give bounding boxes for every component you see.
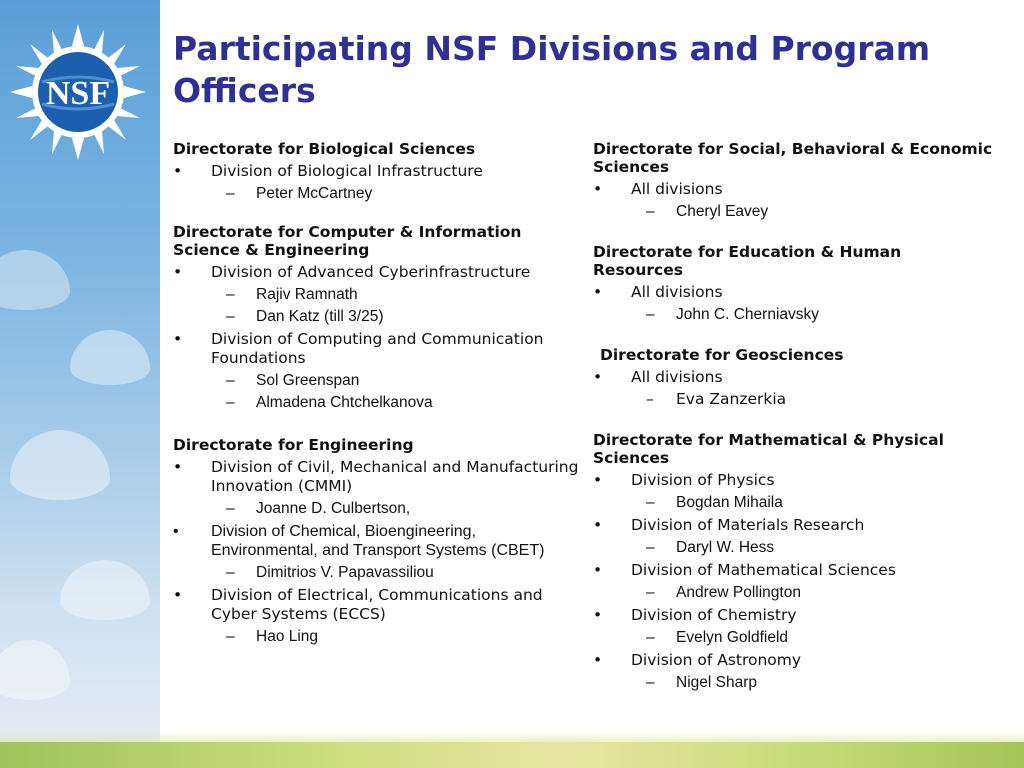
division-name: Division of Electrical, Communications and Cyber Systems (ECCS)	[211, 586, 543, 623]
bullet: •	[173, 586, 183, 604]
officer-name: Andrew Pollington	[676, 584, 801, 601]
dash: –	[226, 500, 235, 517]
directorate-heading: Directorate for Mathematical & Physical Sciences	[593, 431, 944, 467]
right-column	[593, 140, 993, 706]
officer-name: Joanne D. Culbertson,	[256, 500, 411, 517]
dash: –	[226, 308, 235, 325]
dash: –	[226, 185, 235, 202]
division-item	[593, 606, 993, 625]
nsf-logo-icon	[8, 22, 148, 162]
division-name: Division of Chemistry	[631, 606, 797, 624]
directorate-heading: Directorate for Computer & Information Science & Engineering	[173, 223, 522, 259]
program-officer	[593, 202, 993, 221]
dash: –	[646, 584, 655, 601]
leaf-shape	[70, 330, 150, 385]
division-item	[593, 561, 993, 580]
directorate-heading: Directorate for Education & Human Resources	[593, 243, 902, 279]
directorate-heading: Directorate for Social, Behavioral & Economic Sciences	[593, 140, 993, 176]
program-officer	[173, 499, 583, 518]
leaf-shape	[0, 250, 70, 310]
bullet: •	[593, 471, 603, 489]
program-officer	[173, 627, 583, 646]
program-officer	[593, 390, 993, 409]
bullet: •	[593, 180, 603, 198]
division-item	[173, 263, 583, 282]
directorate-bio	[173, 140, 583, 203]
program-officer	[593, 305, 993, 324]
division-item	[593, 180, 993, 199]
left-decorative-band	[0, 0, 160, 768]
division-item	[593, 651, 993, 670]
division-item	[173, 162, 583, 181]
officer-name: Peter McCartney	[256, 185, 373, 202]
officer-name: Cheryl Eavey	[676, 203, 769, 220]
bullet: •	[593, 283, 603, 301]
program-officer	[173, 285, 583, 304]
directorate-eng	[173, 436, 583, 646]
program-officer	[173, 307, 583, 326]
directorate-heading: Directorate for Engineering	[173, 436, 414, 454]
program-officer	[173, 393, 583, 412]
dash: –	[646, 629, 655, 646]
dash: –	[646, 203, 655, 220]
logo-text: NSF	[45, 75, 111, 112]
directorate-cise	[173, 223, 583, 412]
officer-name: Nigel Sharp	[676, 674, 757, 691]
bullet: •	[593, 561, 603, 579]
division-name: Division of Advanced Cyberinfrastructure	[211, 263, 531, 281]
officer-name: Sol Greenspan	[256, 372, 360, 389]
division-name: Division of Materials Research	[631, 516, 865, 534]
division-item	[173, 458, 583, 496]
officer-name: Eva Zanzerkia	[676, 390, 787, 408]
division-item	[593, 368, 993, 387]
division-name: All divisions	[631, 283, 723, 301]
division-name: Division of Civil, Mechanical and Manufacturing Innovation (CMMI)	[211, 458, 579, 495]
dash: –	[646, 390, 654, 408]
bullet: •	[593, 651, 603, 669]
officer-name: Bogdan Mihaila	[676, 494, 783, 511]
dash: –	[226, 286, 235, 303]
program-officer	[173, 371, 583, 390]
dash: –	[646, 674, 655, 691]
program-officer	[593, 493, 993, 512]
division-name: Division of Physics	[631, 471, 775, 489]
program-officer	[173, 184, 583, 203]
directorate-heading: Directorate for Geosciences	[600, 346, 844, 364]
division-item	[173, 522, 583, 560]
program-officer	[173, 563, 583, 582]
dash: –	[226, 564, 235, 581]
division-item	[593, 283, 993, 302]
officer-name: Dan Katz (till 3/25)	[256, 308, 384, 325]
bullet: •	[173, 330, 183, 348]
leaf-shape	[10, 430, 110, 500]
dash: –	[646, 539, 655, 556]
dash: –	[226, 372, 235, 389]
division-name: All divisions	[631, 180, 723, 198]
officer-name: Rajiv Ramnath	[256, 286, 358, 303]
division-item	[593, 516, 993, 535]
division-name: Division of Computing and Communication Foundations	[211, 330, 544, 367]
division-name: Division of Astronomy	[631, 651, 802, 669]
program-officer	[593, 673, 993, 692]
program-officer	[593, 538, 993, 557]
bullet: •	[593, 606, 603, 624]
bullet: •	[173, 523, 179, 540]
bullet: •	[173, 263, 183, 281]
bullet: •	[173, 458, 183, 476]
program-officer	[593, 583, 993, 602]
leaf-shape	[0, 640, 70, 700]
division-name: All divisions	[631, 368, 723, 386]
bottom-decorative-band	[0, 742, 1024, 768]
division-name: Division of Biological Infrastructure	[211, 162, 483, 180]
division-name: Division of Chemical, Bioengineering, Environmental, and Transport Systems (CBET)	[211, 523, 545, 559]
directorate-sbe	[593, 140, 993, 221]
division-item	[173, 330, 583, 368]
officer-name: Dimitrios V. Papavassiliou	[256, 564, 434, 581]
program-officer	[593, 628, 993, 647]
division-item	[173, 586, 583, 624]
officer-name: John C. Cherniavsky	[676, 306, 820, 323]
division-name: Division of Mathematical Sciences	[631, 561, 896, 579]
directorate-mps	[593, 431, 993, 692]
officer-name: Almadena Chtchelkanova	[256, 394, 433, 411]
officer-name: Daryl W. Hess	[676, 539, 775, 556]
dash: –	[226, 628, 235, 645]
bullet: •	[593, 516, 603, 534]
division-item	[593, 471, 993, 490]
dash: –	[646, 306, 655, 323]
left-column	[173, 140, 583, 660]
page-title: Participating NSF Divisions and Program Officers	[173, 29, 931, 110]
dash: –	[226, 394, 235, 411]
directorate-heading: Directorate for Biological Sciences	[173, 140, 476, 158]
bullet: •	[593, 368, 603, 386]
leaf-shape	[60, 560, 150, 620]
directorate-ehr	[593, 243, 993, 324]
bullet: •	[173, 162, 183, 180]
officer-name: Hao Ling	[256, 628, 319, 645]
officer-name: Evelyn Goldfield	[676, 629, 789, 646]
directorate-geo	[593, 346, 993, 409]
dash: –	[646, 494, 655, 511]
